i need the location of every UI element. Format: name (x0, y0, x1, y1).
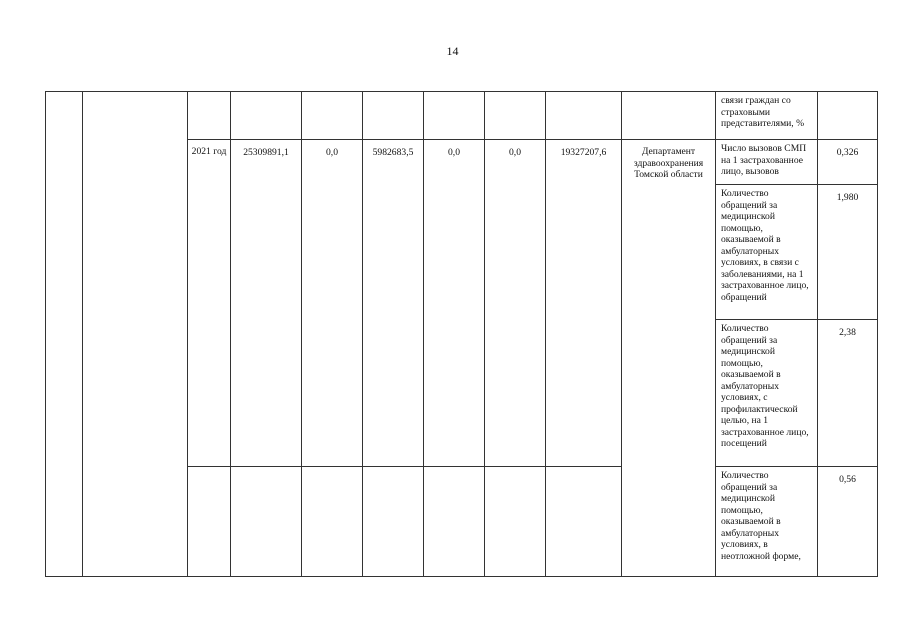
total-cell: 25309891,1 (231, 140, 302, 467)
cell-number (46, 92, 83, 577)
department-cell: Департамент здравоохранения Томской области (622, 140, 716, 577)
indicator-value: 2,38 (818, 320, 878, 467)
indicator-value: 0,56 (818, 467, 878, 577)
regional-cell: 5982683,5 (363, 140, 424, 467)
other-cell: 0,0 (485, 140, 546, 467)
table-row (46, 92, 878, 140)
indicator-cell: Количество обращений за медицинской помощью, оказываемой в амбулаторных условиях, в неотложной форме, (716, 467, 818, 577)
indicator-cell: Количество обращений за медицинской помощью, оказываемой в амбулаторных условиях, с профилактической целью, на 1 застрахованное лицо, посещений (716, 320, 818, 467)
page-number: 14 (446, 44, 459, 58)
cell-task (83, 92, 188, 577)
indicator-cell: связи граждан со страховыми представителями, % (716, 92, 818, 140)
year-cell: 2021 год (188, 140, 231, 467)
indicator-cell: Число вызовов СМП на 1 застрахованное лицо, вызовов (716, 140, 818, 185)
local-cell: 0,0 (424, 140, 485, 467)
federal-cell: 0,0 (302, 140, 363, 467)
indicator-value: 1,980 (818, 185, 878, 320)
program-table (45, 91, 878, 577)
indicator-value: 0,326 (818, 140, 878, 185)
indicator-cell: Количество обращений за медицинской помощью, оказываемой в амбулаторных условиях, в связи с заболеваниями, на 1 застрахованное лицо, обращений (716, 185, 818, 320)
oms-cell: 19327207,6 (546, 140, 622, 467)
